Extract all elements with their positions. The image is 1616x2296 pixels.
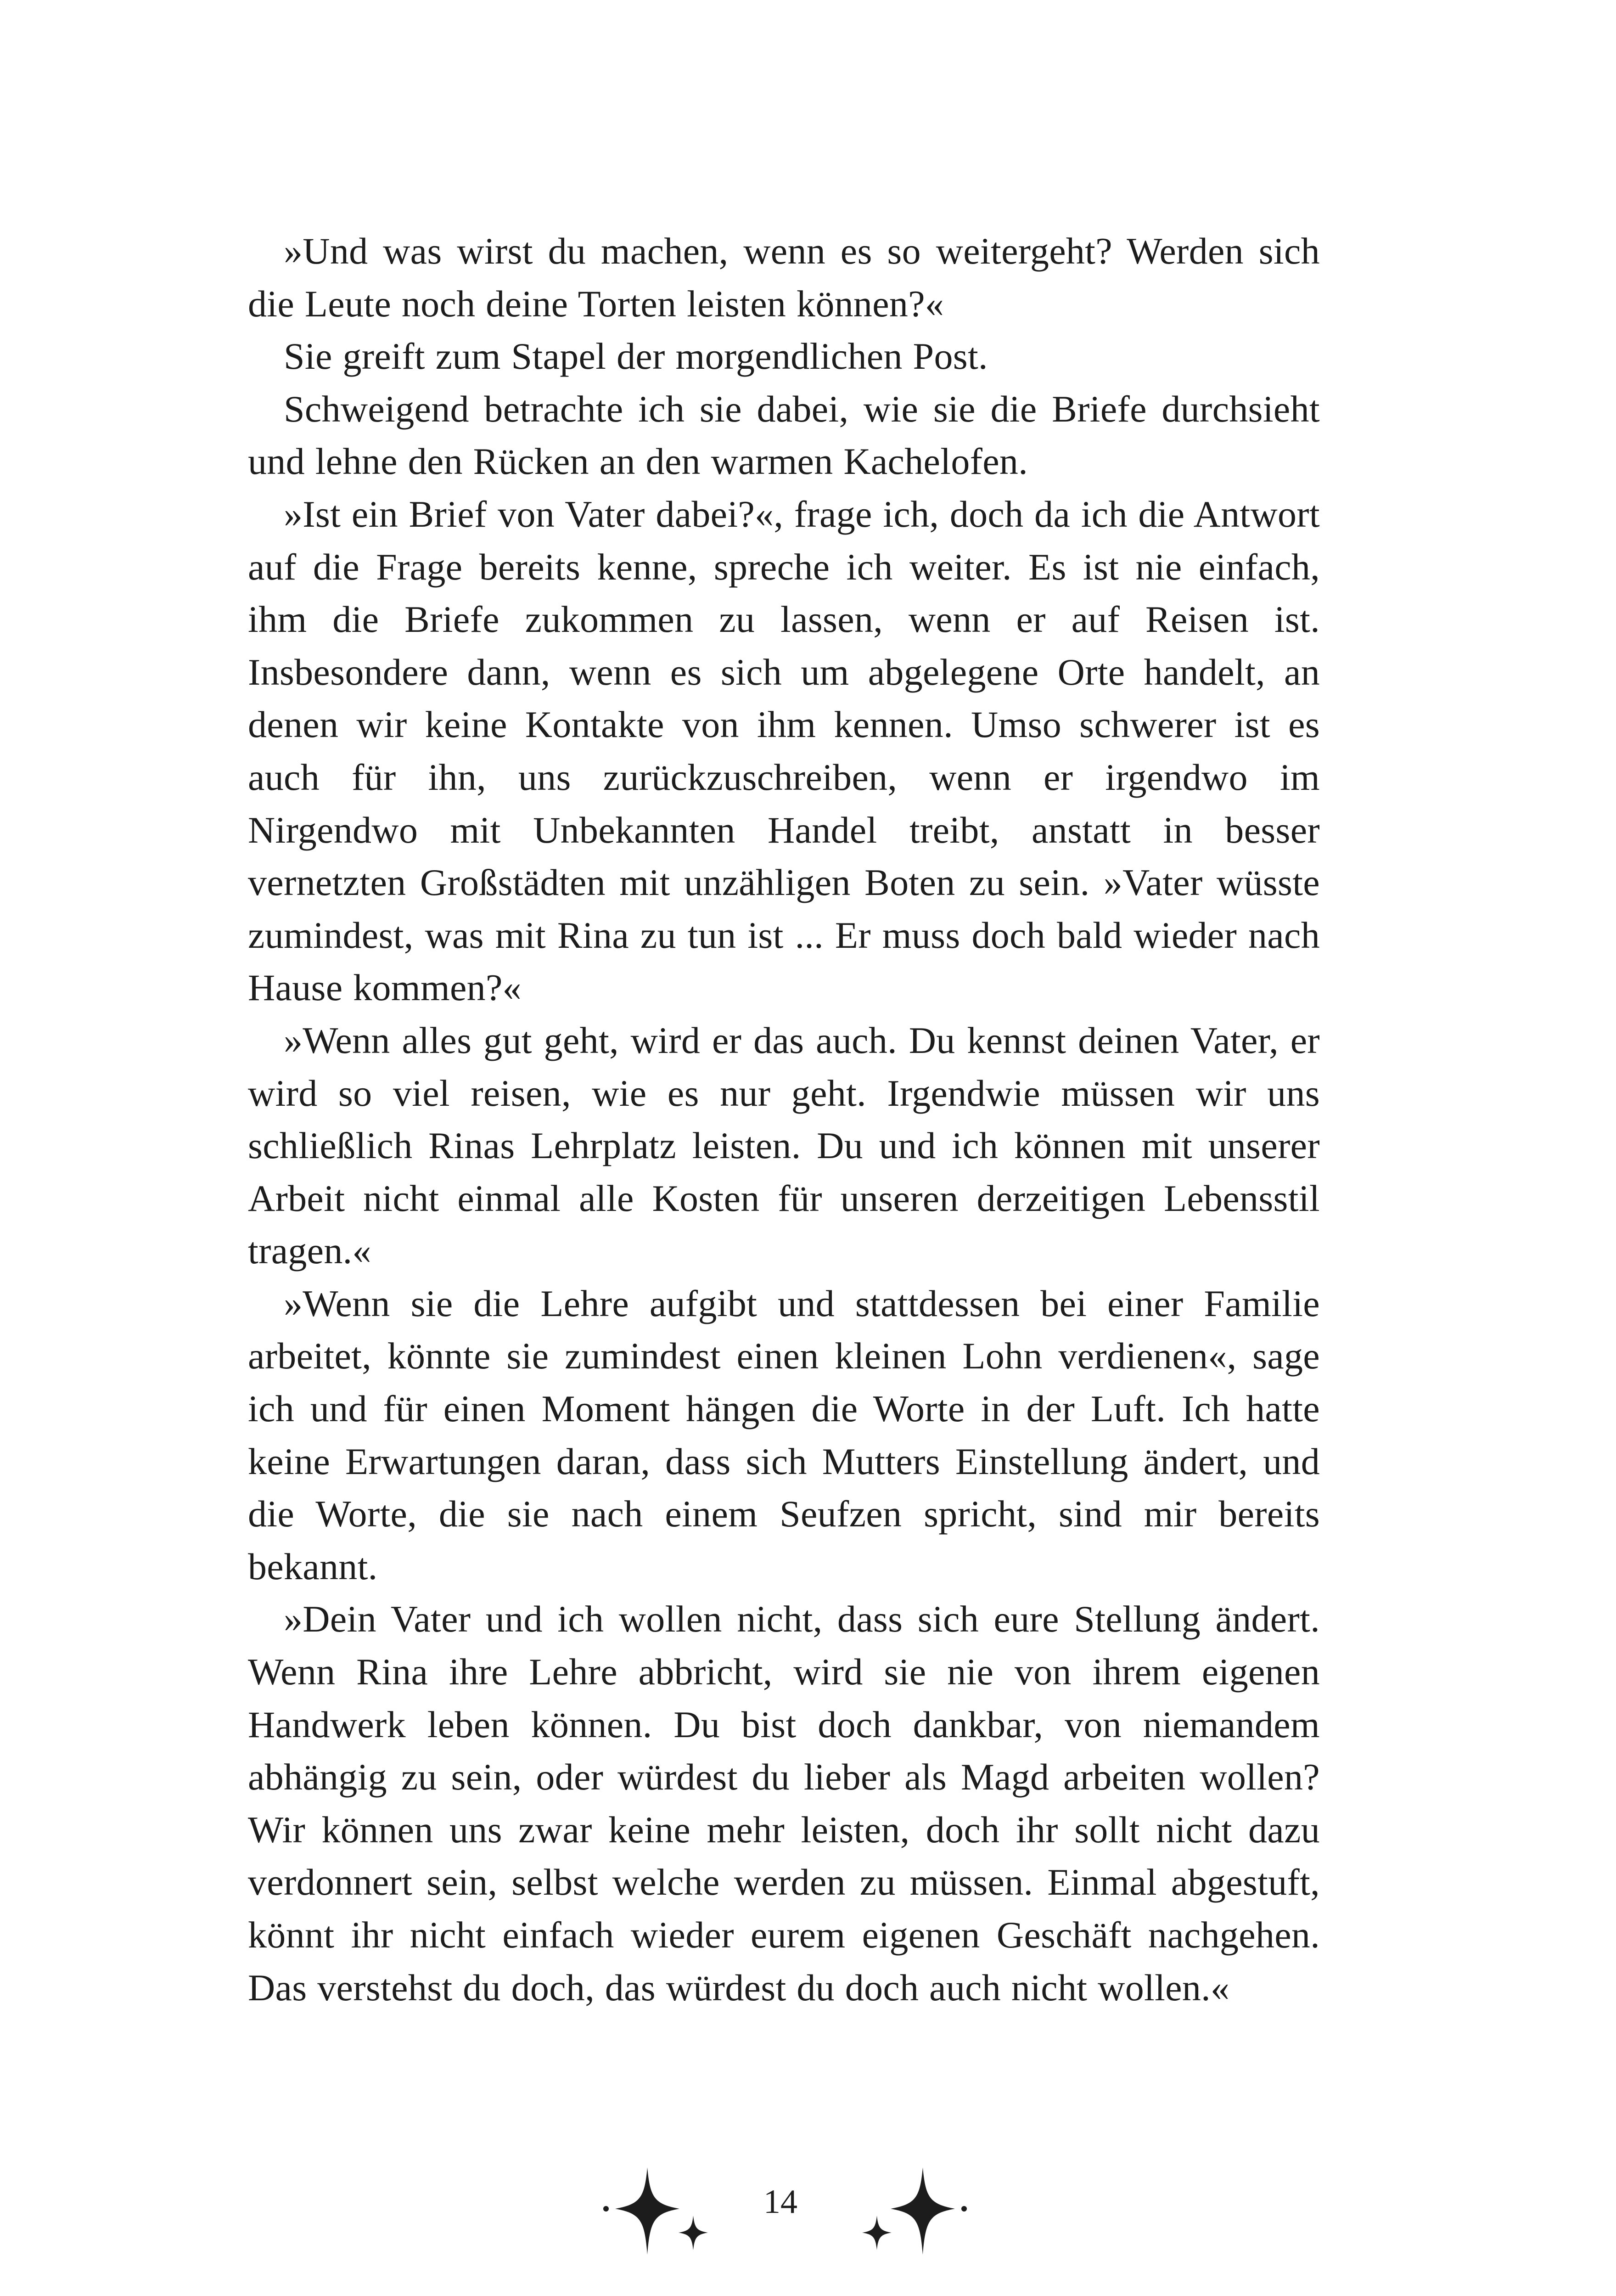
- paragraph-2: Sie greift zum Stapel der morgendlichen Post.: [284, 335, 988, 377]
- paragraph-3: Schweigend betrachte ich sie dabei, wie sie die Briefe durchsieht und lehne den Rücken an den warmen Kachelofen.: [248, 388, 1320, 483]
- page-footer: [0, 2158, 1616, 2278]
- paragraph-4: »Ist ein Brief von Vater dabei?«, frage ich, doch da ich die Antwort auf die Frage bereits kenne, spreche ich weiter. Es ist nie einfach, ihm die Briefe zukommen zu lassen, wenn er auf Reisen ist. Insbesondere dann, wenn es sich um abgelegene Orte handelt, an denen wir keine Kontakte von ihm kennen. Umso schwerer ist es auch für ihn, uns zurückzuschreiben, wenn er irgendwo im Nirgendwo mit Unbekannten Handel treibt, anstatt in besser vernetzten Großstädten mit unzähligen Boten zu sein. »Vater wüsste zumindest, was mit Rina zu tun ist ... Er muss doch bald wieder nach Hause kommen?«: [248, 493, 1320, 1009]
- star-ornament-left-icon: [592, 2158, 730, 2264]
- paragraph-7: »Dein Vater und ich wollen nicht, dass sich eure Stellung ändert. Wenn Rina ihre Lehre abbricht, wird sie nie von ihrem eigenen Handwerk leben können. Du bist doch dankbar, von niemandem abhängig zu sein, oder würdest du lieber als Magd arbeiten wollen? Wir können uns zwar keine mehr leisten, doch ihr sollt nicht dazu verdonnert sein, selbst welche werden zu müssen. Einmal abgestuft, könnt ihr nicht einfach wieder eurem eigenen Geschäft nachgehen. Das verstehst du doch, das würdest du doch auch nicht wollen.«: [248, 1598, 1320, 2009]
- page-number: 14: [763, 2183, 797, 2221]
- paragraph-6: »Wenn sie die Lehre aufgibt und stattdessen bei einer Familie arbeitet, könnte sie zumindest einen kleinen Lohn verdienen«, sage ich und für einen Moment hängen die Worte in der Luft. Ich hatte keine Erwartungen daran, dass sich Mutters Einstellung ändert, und die Worte, die sie nach einem Seufzen spricht, sind mir bereits bekannt.: [248, 1282, 1320, 1587]
- star-ornament-right-icon: [840, 2158, 978, 2264]
- paragraph-5: »Wenn alles gut geht, wird er das auch. Du kennst deinen Vater, er wird so viel reisen, wie es nur geht. Irgendwie müssen wir uns schließlich Rinas Lehrplatz leisten. Du und ich können mit unserer Arbeit nicht einmal alle Kosten für unseren derzeitigen Lebensstil tragen.«: [248, 1019, 1320, 1272]
- body-text: [248, 225, 1320, 2014]
- paragraph-1: »Und was wirst du machen, wenn es so weitergeht? Werden sich die Leute noch deine Torten leisten können?«: [248, 230, 1320, 325]
